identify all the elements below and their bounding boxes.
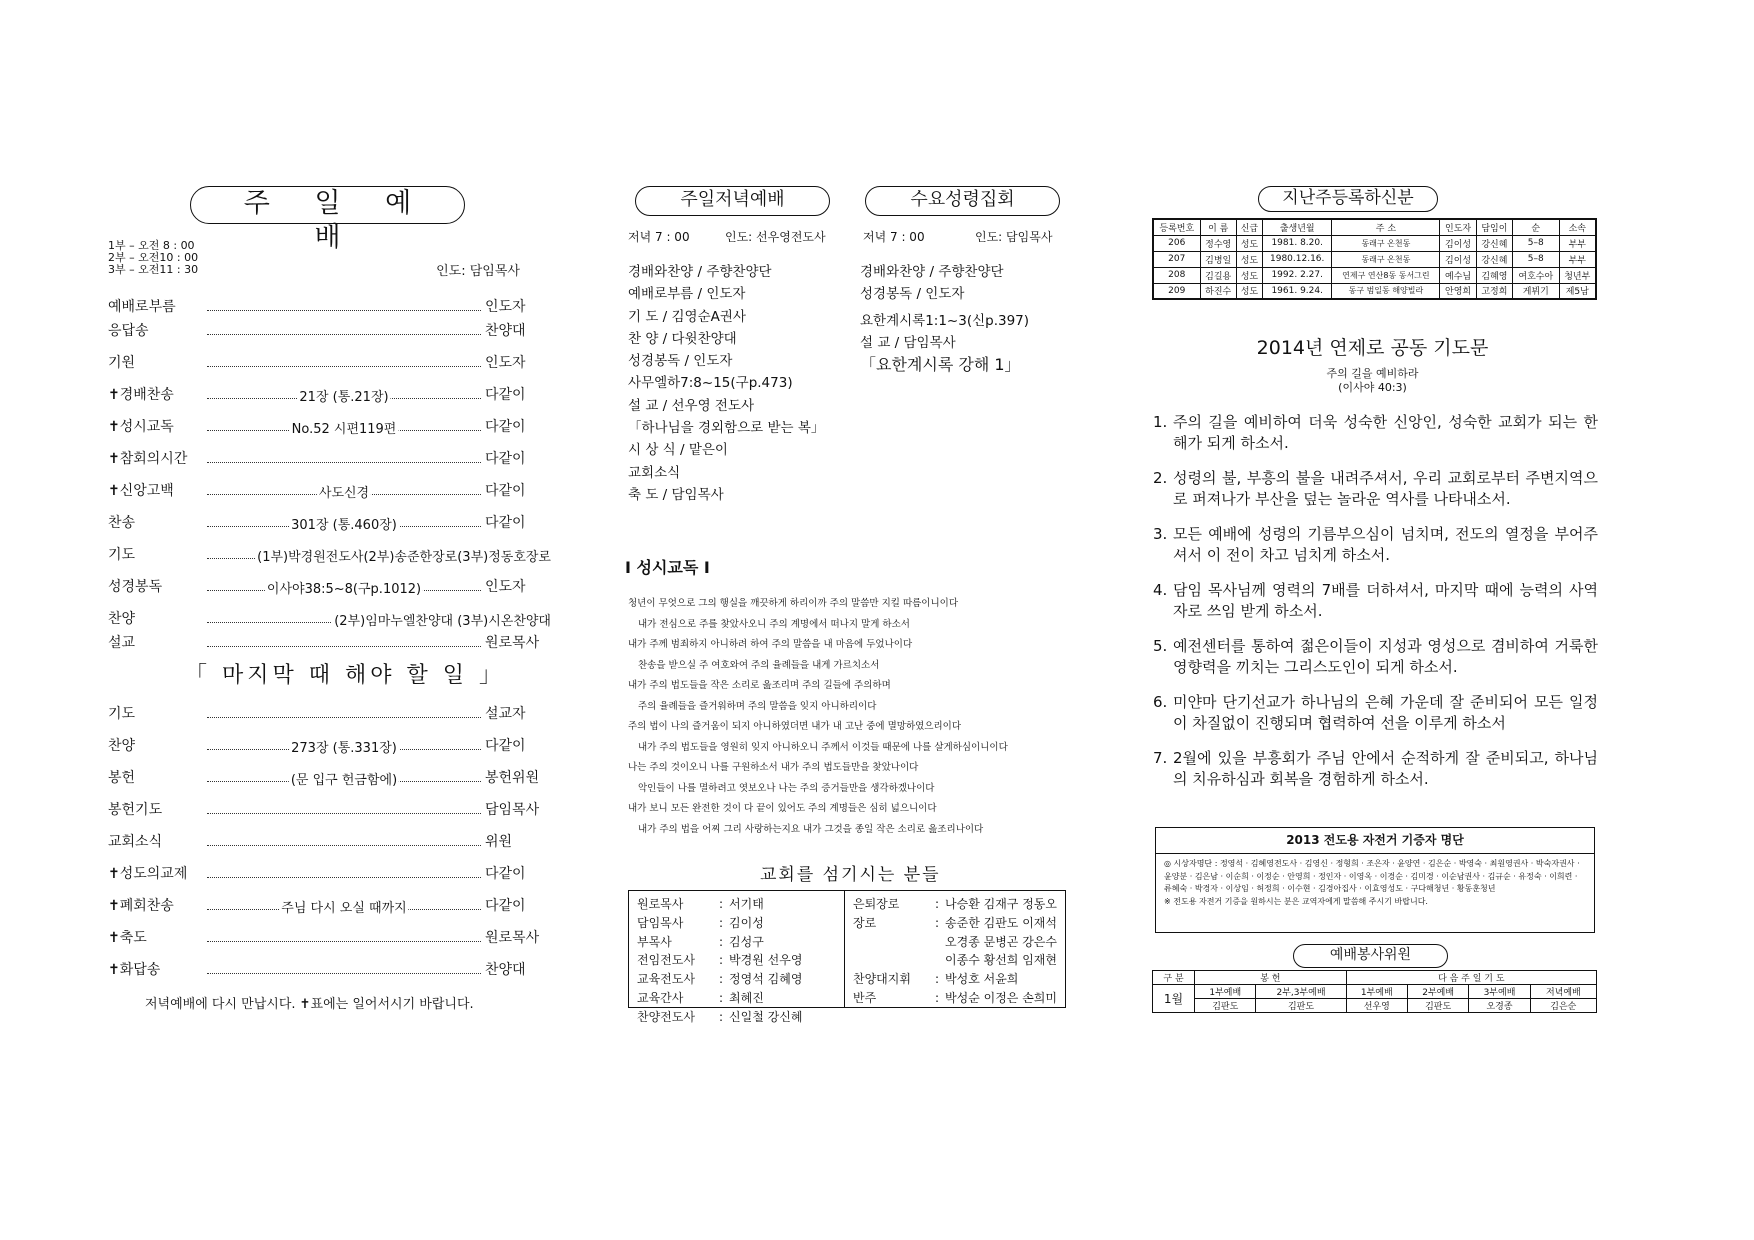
order-responsible: 인도자 bbox=[485, 299, 526, 315]
servant-names: 박경원 선우영 bbox=[729, 953, 803, 968]
servant-row bbox=[853, 895, 1057, 914]
servant-role: 반주 bbox=[852, 990, 877, 1005]
order-row bbox=[108, 576, 553, 596]
order-label: 봉헌기도 bbox=[108, 802, 163, 818]
table-row bbox=[1153, 235, 1596, 251]
list-item: 경배와찬양 / 주향찬양단 bbox=[860, 264, 1004, 280]
list-item: 시 상 식 / 맡은이 bbox=[628, 442, 728, 459]
list-item: 성경봉독 / 인도자 bbox=[628, 353, 733, 370]
servant-role: 담임목사 bbox=[637, 915, 684, 930]
list-item: 예배로부름 / 인도자 bbox=[628, 286, 746, 303]
dot-leader bbox=[207, 772, 481, 788]
dot-leader bbox=[207, 869, 481, 878]
table-cell: 성도 bbox=[1236, 267, 1262, 283]
order-value: 301장 (통.460장) bbox=[289, 514, 399, 533]
table-cell: 연제구 연산8동 동서그린 bbox=[1332, 267, 1440, 283]
prayer-list bbox=[1153, 412, 1598, 804]
table-row bbox=[1153, 999, 1597, 1013]
colon-separator: : bbox=[719, 915, 724, 930]
colon-separator: : bbox=[719, 953, 724, 968]
order-row bbox=[108, 608, 553, 628]
dot-leader bbox=[207, 613, 551, 629]
order-value: 이사야38:5~8(구p.1012) bbox=[265, 578, 423, 597]
order-label: 기도 bbox=[108, 547, 136, 563]
order-responsible: 인도자 bbox=[485, 579, 526, 595]
order-responsible: 다같이 bbox=[485, 515, 526, 531]
dot-leader bbox=[207, 326, 481, 335]
order-label: 찬양 bbox=[108, 611, 136, 627]
worship-footer-note: 저녁예배에 다시 만납시다. ✝표에는 일어서시기 바랍니다. bbox=[145, 997, 474, 1012]
servant-role: 은퇴장로 bbox=[852, 897, 900, 911]
servant-names: 최혜진 bbox=[729, 990, 764, 1005]
responsive-reading-verses bbox=[628, 594, 1088, 840]
table-cell: 김혜영 bbox=[1476, 267, 1512, 283]
order-label: 예배로부름 bbox=[108, 299, 176, 315]
table-cell: 정수영 bbox=[1200, 235, 1236, 251]
prayer-number: 2. bbox=[1153, 469, 1168, 487]
prayer-item bbox=[1153, 524, 1598, 566]
servant-row bbox=[637, 970, 836, 989]
month-cell: 1월 bbox=[1153, 985, 1195, 1013]
dot-leader bbox=[207, 581, 481, 597]
order-responsible: 봉헌위원 bbox=[485, 770, 540, 786]
colon-separator: : bbox=[719, 897, 724, 911]
column-header: 주 소 bbox=[1332, 219, 1440, 235]
order-value: (2부)임마누엘찬양대 (3부)시온찬양대 bbox=[332, 610, 553, 629]
prayer-item bbox=[1153, 692, 1598, 734]
table-cell: 2부예배 bbox=[1407, 985, 1468, 999]
list-item: 성경봉독 / 인도자 bbox=[860, 286, 965, 303]
verse: 내가 주의 법을 어찌 그리 사랑하는지요 내가 그것을 종일 작은 소리로 읊조리나이다 bbox=[638, 823, 984, 835]
table-row bbox=[1153, 283, 1596, 299]
dot-leader bbox=[207, 837, 481, 846]
order-label: ✝경배찬송 bbox=[108, 387, 174, 403]
order-responsible: 찬양대 bbox=[485, 323, 526, 339]
table-cell: 206 bbox=[1153, 235, 1200, 251]
servants-box bbox=[628, 890, 1066, 1024]
table-cell: 208 bbox=[1153, 267, 1200, 283]
order-value: 21장 (통.21장) bbox=[297, 386, 390, 405]
order-responsible: 다같이 bbox=[485, 898, 526, 914]
list-item: 교회소식 bbox=[628, 464, 681, 481]
dot-leader bbox=[207, 965, 481, 974]
table-cell: 성도 bbox=[1236, 251, 1262, 267]
column-header: 순 bbox=[1513, 219, 1559, 235]
table-cell: 1980.12.16. bbox=[1263, 251, 1332, 267]
servants-right-list bbox=[845, 891, 1065, 1007]
order-responsible: 인도자 bbox=[485, 355, 526, 371]
servant-row bbox=[853, 970, 1057, 989]
servant-role: 찬양대지휘 bbox=[852, 972, 911, 987]
table-cell: 강신혜 bbox=[1476, 235, 1512, 251]
table-cell: 1부예배 bbox=[1346, 985, 1407, 999]
colon-separator: : bbox=[719, 972, 724, 987]
servant-role: 찬양전도사 bbox=[637, 1009, 695, 1024]
table-cell: 김은순 bbox=[1530, 999, 1596, 1013]
colon-separator: : bbox=[719, 934, 724, 949]
evening-leader: 인도: 선우영전도사 bbox=[725, 230, 826, 244]
new-registrants-title: 지난주등록하신분 bbox=[1258, 186, 1438, 212]
servant-role bbox=[853, 933, 931, 952]
servant-names: 신일철 강신혜 bbox=[729, 1009, 803, 1024]
wednesday-leader: 인도: 담임목사 bbox=[975, 230, 1053, 244]
order-responsible: 원로목사 bbox=[485, 635, 540, 651]
order-label: 기원 bbox=[108, 355, 136, 371]
servant-row bbox=[853, 933, 1057, 952]
table-cell: 동래구 온천동 bbox=[1332, 235, 1440, 251]
verse: 주의 율례들을 즐거워하며 주의 말씀을 잊지 아니하리이다 bbox=[638, 700, 877, 712]
table-cell: 안영희 bbox=[1440, 283, 1476, 299]
servant-row bbox=[853, 951, 1057, 970]
prayer-text: 담임 목사님께 영력의 7배를 더하셔서, 마지막 때에 능력의 사역자로 쓰임 받게 하소서. bbox=[1173, 581, 1598, 620]
table-cell: 1992. 2.27. bbox=[1263, 267, 1332, 283]
list-item: 「하나님을 경외함으로 받는 복」 bbox=[628, 420, 825, 437]
column-header: 인도자 bbox=[1440, 219, 1476, 235]
table-cell: 제5남 bbox=[1559, 283, 1596, 299]
servant-row bbox=[637, 895, 836, 914]
order-responsible: 다같이 bbox=[485, 451, 526, 467]
servant-role: 장로 bbox=[852, 915, 877, 930]
order-label: ✝신앙고백 bbox=[108, 483, 174, 499]
table-cell: 게뷔기 bbox=[1513, 283, 1559, 299]
order-label: 기도 bbox=[108, 706, 136, 722]
order-row bbox=[108, 320, 553, 340]
prayer-number: 4. bbox=[1153, 581, 1168, 599]
verse: 내가 주께 범죄하지 아니하려 하여 주의 말씀을 내 마음에 두었나이다 bbox=[628, 639, 913, 650]
table-cell: 김판도 bbox=[1195, 999, 1256, 1013]
order-responsible: 위원 bbox=[485, 834, 513, 850]
servant-row bbox=[853, 989, 1057, 1008]
prayer-item bbox=[1153, 636, 1598, 678]
table-cell: 209 bbox=[1153, 283, 1200, 299]
table-cell: 예수님 bbox=[1440, 267, 1476, 283]
bicycle-donors-box bbox=[1155, 827, 1595, 933]
order-responsible: 원로목사 bbox=[485, 930, 540, 946]
table-cell: 3부예배 bbox=[1469, 985, 1530, 999]
order-responsible: 다같이 bbox=[485, 387, 526, 403]
order-row bbox=[108, 352, 553, 372]
dot-leader bbox=[207, 454, 481, 463]
table-cell: 저녁예배 bbox=[1530, 985, 1596, 999]
servant-role: 교육전도사 bbox=[637, 972, 695, 987]
order-row bbox=[108, 544, 553, 564]
order-row bbox=[108, 863, 553, 883]
table-header-row bbox=[1153, 219, 1596, 235]
table-cell: 성도 bbox=[1236, 235, 1262, 251]
table-cell: 김이성 bbox=[1440, 251, 1476, 267]
order-label: ✝참회의시간 bbox=[108, 451, 188, 467]
dot-leader bbox=[207, 485, 481, 501]
verse: 내가 주의 법도들을 영원히 잊지 아니하오니 주께서 이것들 때문에 나를 살게하심이니이다 bbox=[638, 741, 1008, 753]
verse: 찬송을 받으실 주 여호와여 주의 율례들을 내게 가르치소서 bbox=[638, 659, 880, 671]
servant-row bbox=[637, 933, 836, 952]
servant-names: 박성호 서윤희 bbox=[945, 972, 1019, 987]
servant-names: 서기태 bbox=[729, 897, 764, 911]
table-row bbox=[1153, 985, 1597, 999]
order-row bbox=[108, 512, 553, 532]
order-label: ✝성시교독 bbox=[108, 419, 174, 435]
prayer-text: 모든 예배에 성령의 기름부으심이 넘치며, 전도의 열정을 부어주셔서 이 전이 차고 넘치게 하소서. bbox=[1173, 525, 1598, 564]
order-responsible: 다같이 bbox=[485, 866, 526, 882]
column-header: 등록번호 bbox=[1153, 219, 1200, 235]
column-header: 신급 bbox=[1236, 219, 1262, 235]
table-cell: 성도 bbox=[1236, 283, 1262, 299]
column-header: 이 름 bbox=[1200, 219, 1236, 235]
dot-leader bbox=[207, 302, 481, 311]
colon-separator: : bbox=[719, 1009, 724, 1024]
order-row bbox=[108, 416, 553, 436]
table-cell: 청년부 bbox=[1559, 267, 1596, 283]
order-row bbox=[108, 895, 553, 915]
order-row bbox=[108, 735, 553, 755]
prayer-item bbox=[1153, 468, 1598, 510]
servant-names: 송준한 김판도 이재석 bbox=[945, 915, 1057, 930]
table-cell: 오경종 bbox=[1469, 999, 1530, 1013]
order-row bbox=[108, 703, 553, 723]
table-cell: 207 bbox=[1153, 251, 1200, 267]
order-row bbox=[108, 296, 553, 316]
order-row bbox=[108, 480, 553, 500]
order-label: 교회소식 bbox=[108, 834, 163, 850]
dot-leader bbox=[207, 933, 481, 942]
dot-leader bbox=[207, 638, 481, 647]
servant-row bbox=[637, 1008, 836, 1027]
order-value: 사도신경 bbox=[317, 482, 371, 501]
donors-body: ◎ 시상자명단 : 정영석 · 김혜영전도사 · 김영신 · 정형희 · 조은자 · 윤양연 · 김은순 · 박영숙 · 최원영권사 · 박숙자권사 · 윤양분 · 김은남 · 이순희 · 이정순 · 안영희 · 정인자 · 이영옥 · 이경순 · 김미경 · 이순남권사 · 김규순 · 유정숙 · 이희련 · 류혜숙 · 박경자 · 이상임 · 허정희 · 이수현 · 김경아집사 · 이효영성도 · 구다해청년 · 황동훈청년 ※ 전도용 자전거 기증을 원하시는 분은 교역자에게 말씀해 주시기 바랍니다. bbox=[1164, 859, 1580, 906]
wednesday-order-list bbox=[860, 261, 1029, 376]
servant-role bbox=[853, 951, 931, 970]
dot-leader bbox=[207, 709, 481, 718]
order-value: No.52 시편119편 bbox=[290, 418, 399, 437]
prayer-number: 7. bbox=[1153, 749, 1168, 767]
table-cell: 1981. 8.20. bbox=[1263, 235, 1332, 251]
sunday-worship-title: 주 일 예 배 bbox=[190, 186, 465, 224]
verse: 내가 주의 법도들을 작은 소리로 읊조리며 주의 길들에 주의하며 bbox=[628, 680, 891, 691]
table-cell: 부부 bbox=[1559, 251, 1596, 267]
servant-names: 정영석 김혜영 bbox=[729, 972, 803, 987]
servant-row bbox=[637, 951, 836, 970]
order-responsible: 찬양대 bbox=[485, 962, 526, 978]
dot-leader bbox=[207, 805, 481, 814]
table-cell: 고정희 bbox=[1476, 283, 1512, 299]
verse: 나는 주의 것이오니 나를 구원하소서 내가 주의 법도들만을 찾았나이다 bbox=[628, 762, 919, 773]
order-label: 응답송 bbox=[108, 323, 149, 339]
worship-leader: 인도: 담임목사 bbox=[436, 264, 520, 279]
evening-time: 저녁 7 : 00 bbox=[628, 230, 690, 244]
servant-names: 이종수 황선희 임재현 bbox=[945, 953, 1057, 968]
prayer-text: 예전센터를 통하여 젊은이들이 지성과 영성으로 겸비하여 거룩한 영향력을 끼치는 그리스도인이 되게 하소서. bbox=[1173, 637, 1598, 676]
order-label: 찬송 bbox=[108, 515, 136, 531]
table-row bbox=[1153, 267, 1596, 283]
table-cell: 김이성 bbox=[1440, 235, 1476, 251]
prayer-item bbox=[1153, 580, 1598, 622]
servant-role: 교육간사 bbox=[637, 990, 684, 1005]
donors-title: 2013 전도용 자전거 기증자 명단 bbox=[1156, 828, 1594, 854]
prayer-number: 5. bbox=[1153, 637, 1168, 655]
table-cell: 동구 범일동 해양빌라 bbox=[1332, 283, 1440, 299]
order-label: 설교 bbox=[108, 635, 136, 651]
order-value: 273장 (통.331장) bbox=[289, 737, 399, 756]
list-item: 요한계시록1:1~3(신p.397) bbox=[860, 312, 1030, 329]
table-cell: 1961. 9.24. bbox=[1263, 283, 1332, 299]
order-label: ✝축도 bbox=[108, 930, 147, 946]
order-responsible: 다같이 bbox=[485, 738, 526, 754]
order-row bbox=[108, 927, 553, 947]
prayer-item bbox=[1153, 412, 1598, 454]
prayer-title: 2014년 연제로 공동 기도문 bbox=[1256, 337, 1489, 359]
table-cell: 봉 헌 bbox=[1195, 971, 1347, 985]
servant-names: 오경종 문병곤 강은수 bbox=[945, 934, 1057, 949]
order-label: 봉헌 bbox=[108, 770, 136, 786]
verse: 내가 전심으로 주를 찾았사오니 주의 계명에서 떠나지 말게 하소서 bbox=[638, 618, 910, 630]
table-cell: 다 음 주 일 기 도 bbox=[1346, 971, 1596, 985]
table-cell: 김병일 bbox=[1200, 251, 1236, 267]
registrants-table bbox=[1152, 218, 1597, 300]
verse: 주의 법이 나의 즐거움이 되지 아니하였더면 내가 내 고난 중에 멸망하였으리이다 bbox=[628, 721, 962, 732]
list-item: 기 도 / 김영순A권사 bbox=[628, 308, 746, 325]
order-row bbox=[108, 384, 553, 404]
table-cell: 김판도 bbox=[1256, 999, 1346, 1013]
dot-leader bbox=[207, 421, 481, 437]
evening-order-list bbox=[628, 261, 824, 506]
colon-separator: : bbox=[719, 990, 724, 1005]
verse: 청년이 무엇으로 그의 행실을 깨끗하게 하리이까 주의 말씀만 지킬 따름이니이다 bbox=[628, 598, 959, 609]
table-row bbox=[1153, 251, 1596, 267]
order-label: 찬양 bbox=[108, 738, 136, 754]
table-cell: 여호수아 bbox=[1513, 267, 1559, 283]
table-cell: 강신혜 bbox=[1476, 251, 1512, 267]
prayer-number: 6. bbox=[1153, 693, 1168, 711]
order-responsible: 다같이 bbox=[485, 483, 526, 499]
table-cell: 동래구 온천동 bbox=[1332, 251, 1440, 267]
servant-names: 나승환 김재구 정동오 bbox=[945, 897, 1057, 911]
table-cell: 선우영 bbox=[1346, 999, 1407, 1013]
sermon-title: 「 마지막 때 해야 할 일 」 bbox=[185, 663, 505, 688]
prayer-text: 2월에 있을 부흥회가 주님 안에서 순적하게 잘 준비되고, 하나님의 치유하심과 회복을 경험하게 하소서. bbox=[1173, 749, 1598, 788]
dot-leader bbox=[207, 358, 481, 367]
wednesday-time: 저녁 7 : 00 bbox=[863, 230, 925, 244]
table-cell: 김길용 bbox=[1200, 267, 1236, 283]
servants-heading: 교회를 섬기시는 분들 bbox=[760, 865, 941, 885]
list-item: 설 교 / 담임목사 bbox=[860, 334, 956, 351]
list-item: 사무엘하7:8~15(구p.473) bbox=[628, 375, 793, 392]
colon-separator: : bbox=[934, 990, 940, 1005]
list-item: 경배와찬양 / 주향찬양단 bbox=[628, 264, 772, 280]
responsive-reading-heading: I 성시교독 I bbox=[625, 558, 710, 577]
order-label: 성경봉독 bbox=[108, 579, 163, 595]
prayer-item bbox=[1153, 748, 1598, 790]
list-item: 찬 양 / 다윗찬양대 bbox=[628, 330, 737, 347]
order-label: ✝화답송 bbox=[108, 962, 161, 978]
column-header: 출생년월 bbox=[1263, 219, 1332, 235]
order-value: 주님 다시 오실 때까지 bbox=[279, 897, 408, 916]
list-item: 축 도 / 담임목사 bbox=[628, 486, 724, 503]
prayer-text: 주의 길을 예비하여 더욱 성숙한 신앙인, 성숙한 교회가 되는 한 해가 되게 하소서. bbox=[1173, 413, 1598, 452]
servant-role: 원로목사 bbox=[637, 897, 684, 911]
servants-left-list bbox=[629, 891, 845, 1024]
service-committee-table bbox=[1152, 970, 1597, 1013]
order-responsible: 다같이 bbox=[485, 419, 526, 435]
prayer-text: 성령의 불, 부흥의 불을 내려주셔서, 우리 교회로부터 주변지역으로 퍼져나가 부산을 덮는 놀라운 역사를 나타내소서. bbox=[1173, 469, 1598, 508]
service-committee-title: 예배봉사위원 bbox=[1293, 944, 1448, 968]
servant-role: 전임전도사 bbox=[637, 953, 695, 968]
dot-leader bbox=[207, 389, 481, 405]
colon-separator: : bbox=[934, 972, 940, 987]
table-cell: 2부,3부예배 bbox=[1256, 985, 1346, 999]
colon-separator: : bbox=[934, 897, 940, 911]
table-cell: 김판도 bbox=[1407, 999, 1468, 1013]
table-cell: 하진수 bbox=[1200, 283, 1236, 299]
list-item: 설 교 / 선우영 전도사 bbox=[628, 397, 755, 414]
dot-leader bbox=[207, 517, 481, 533]
table-cell: 5–8 bbox=[1513, 235, 1559, 251]
order-responsible: 설교자 bbox=[485, 706, 526, 722]
prayer-subtitle: 주의 길을 예비하라 (이사야 40:3) bbox=[1326, 367, 1419, 394]
servant-names: 김이성 bbox=[729, 915, 764, 930]
prayer-text: 미얀마 단기선교가 하나님의 은혜 가운데 잘 준비되어 모든 일정이 차질없이 진행되며 협력하여 선을 이루게 하소서 bbox=[1173, 693, 1598, 732]
column-header: 담임이 bbox=[1476, 219, 1512, 235]
order-value: (1부)박경원전도사(2부)송준한장로(3부)정동호장로 bbox=[255, 546, 553, 565]
colon-separator: : bbox=[934, 915, 940, 930]
prayer-number: 1. bbox=[1153, 413, 1168, 431]
order-row bbox=[108, 959, 553, 979]
verse: 악인들이 나를 멸하려고 엿보오나 나는 주의 증거들만을 생각하겠나이다 bbox=[638, 782, 935, 794]
servant-role: 부목사 bbox=[637, 934, 672, 949]
dot-leader bbox=[207, 740, 481, 756]
prayer-number: 3. bbox=[1153, 525, 1168, 543]
order-value: (문 입구 헌금함에) bbox=[289, 769, 399, 788]
column-header: 소속 bbox=[1559, 219, 1596, 235]
evening-worship-title: 주일저녁예배 bbox=[635, 186, 830, 216]
order-label: ✝성도의교제 bbox=[108, 866, 188, 882]
table-row bbox=[1153, 971, 1597, 985]
order-row bbox=[108, 448, 553, 468]
verse: 내가 보니 모든 완전한 것이 다 끝이 있어도 주의 계명들은 심히 넓으니이다 bbox=[628, 803, 937, 814]
table-cell: 5–8 bbox=[1513, 251, 1559, 267]
order-label: ✝폐회찬송 bbox=[108, 898, 174, 914]
dot-leader bbox=[207, 900, 481, 916]
servant-names: 박성순 이정은 손희미 bbox=[945, 990, 1057, 1005]
order-row bbox=[108, 799, 553, 819]
servant-row bbox=[637, 914, 836, 933]
dot-leader bbox=[207, 549, 551, 565]
order-row bbox=[108, 632, 553, 652]
list-item: 「요한계시록 강해 1」 bbox=[860, 355, 1021, 375]
servant-names: 김성구 bbox=[729, 934, 764, 949]
table-cell: 구 분 bbox=[1153, 971, 1195, 985]
table-cell: 부부 bbox=[1559, 235, 1596, 251]
table-cell: 1부예배 bbox=[1195, 985, 1256, 999]
servant-row bbox=[853, 914, 1057, 933]
order-row bbox=[108, 831, 553, 851]
order-responsible: 담임목사 bbox=[485, 802, 540, 818]
order-row bbox=[108, 767, 553, 787]
wednesday-service-title: 수요성령집회 bbox=[865, 186, 1060, 216]
service-times: 1부 – 오전 8 : 00 2부 – 오전10 : 00 3부 – 오전11 : 30 bbox=[108, 239, 199, 276]
servant-row bbox=[637, 989, 836, 1008]
registrants-table-body bbox=[1153, 235, 1596, 299]
